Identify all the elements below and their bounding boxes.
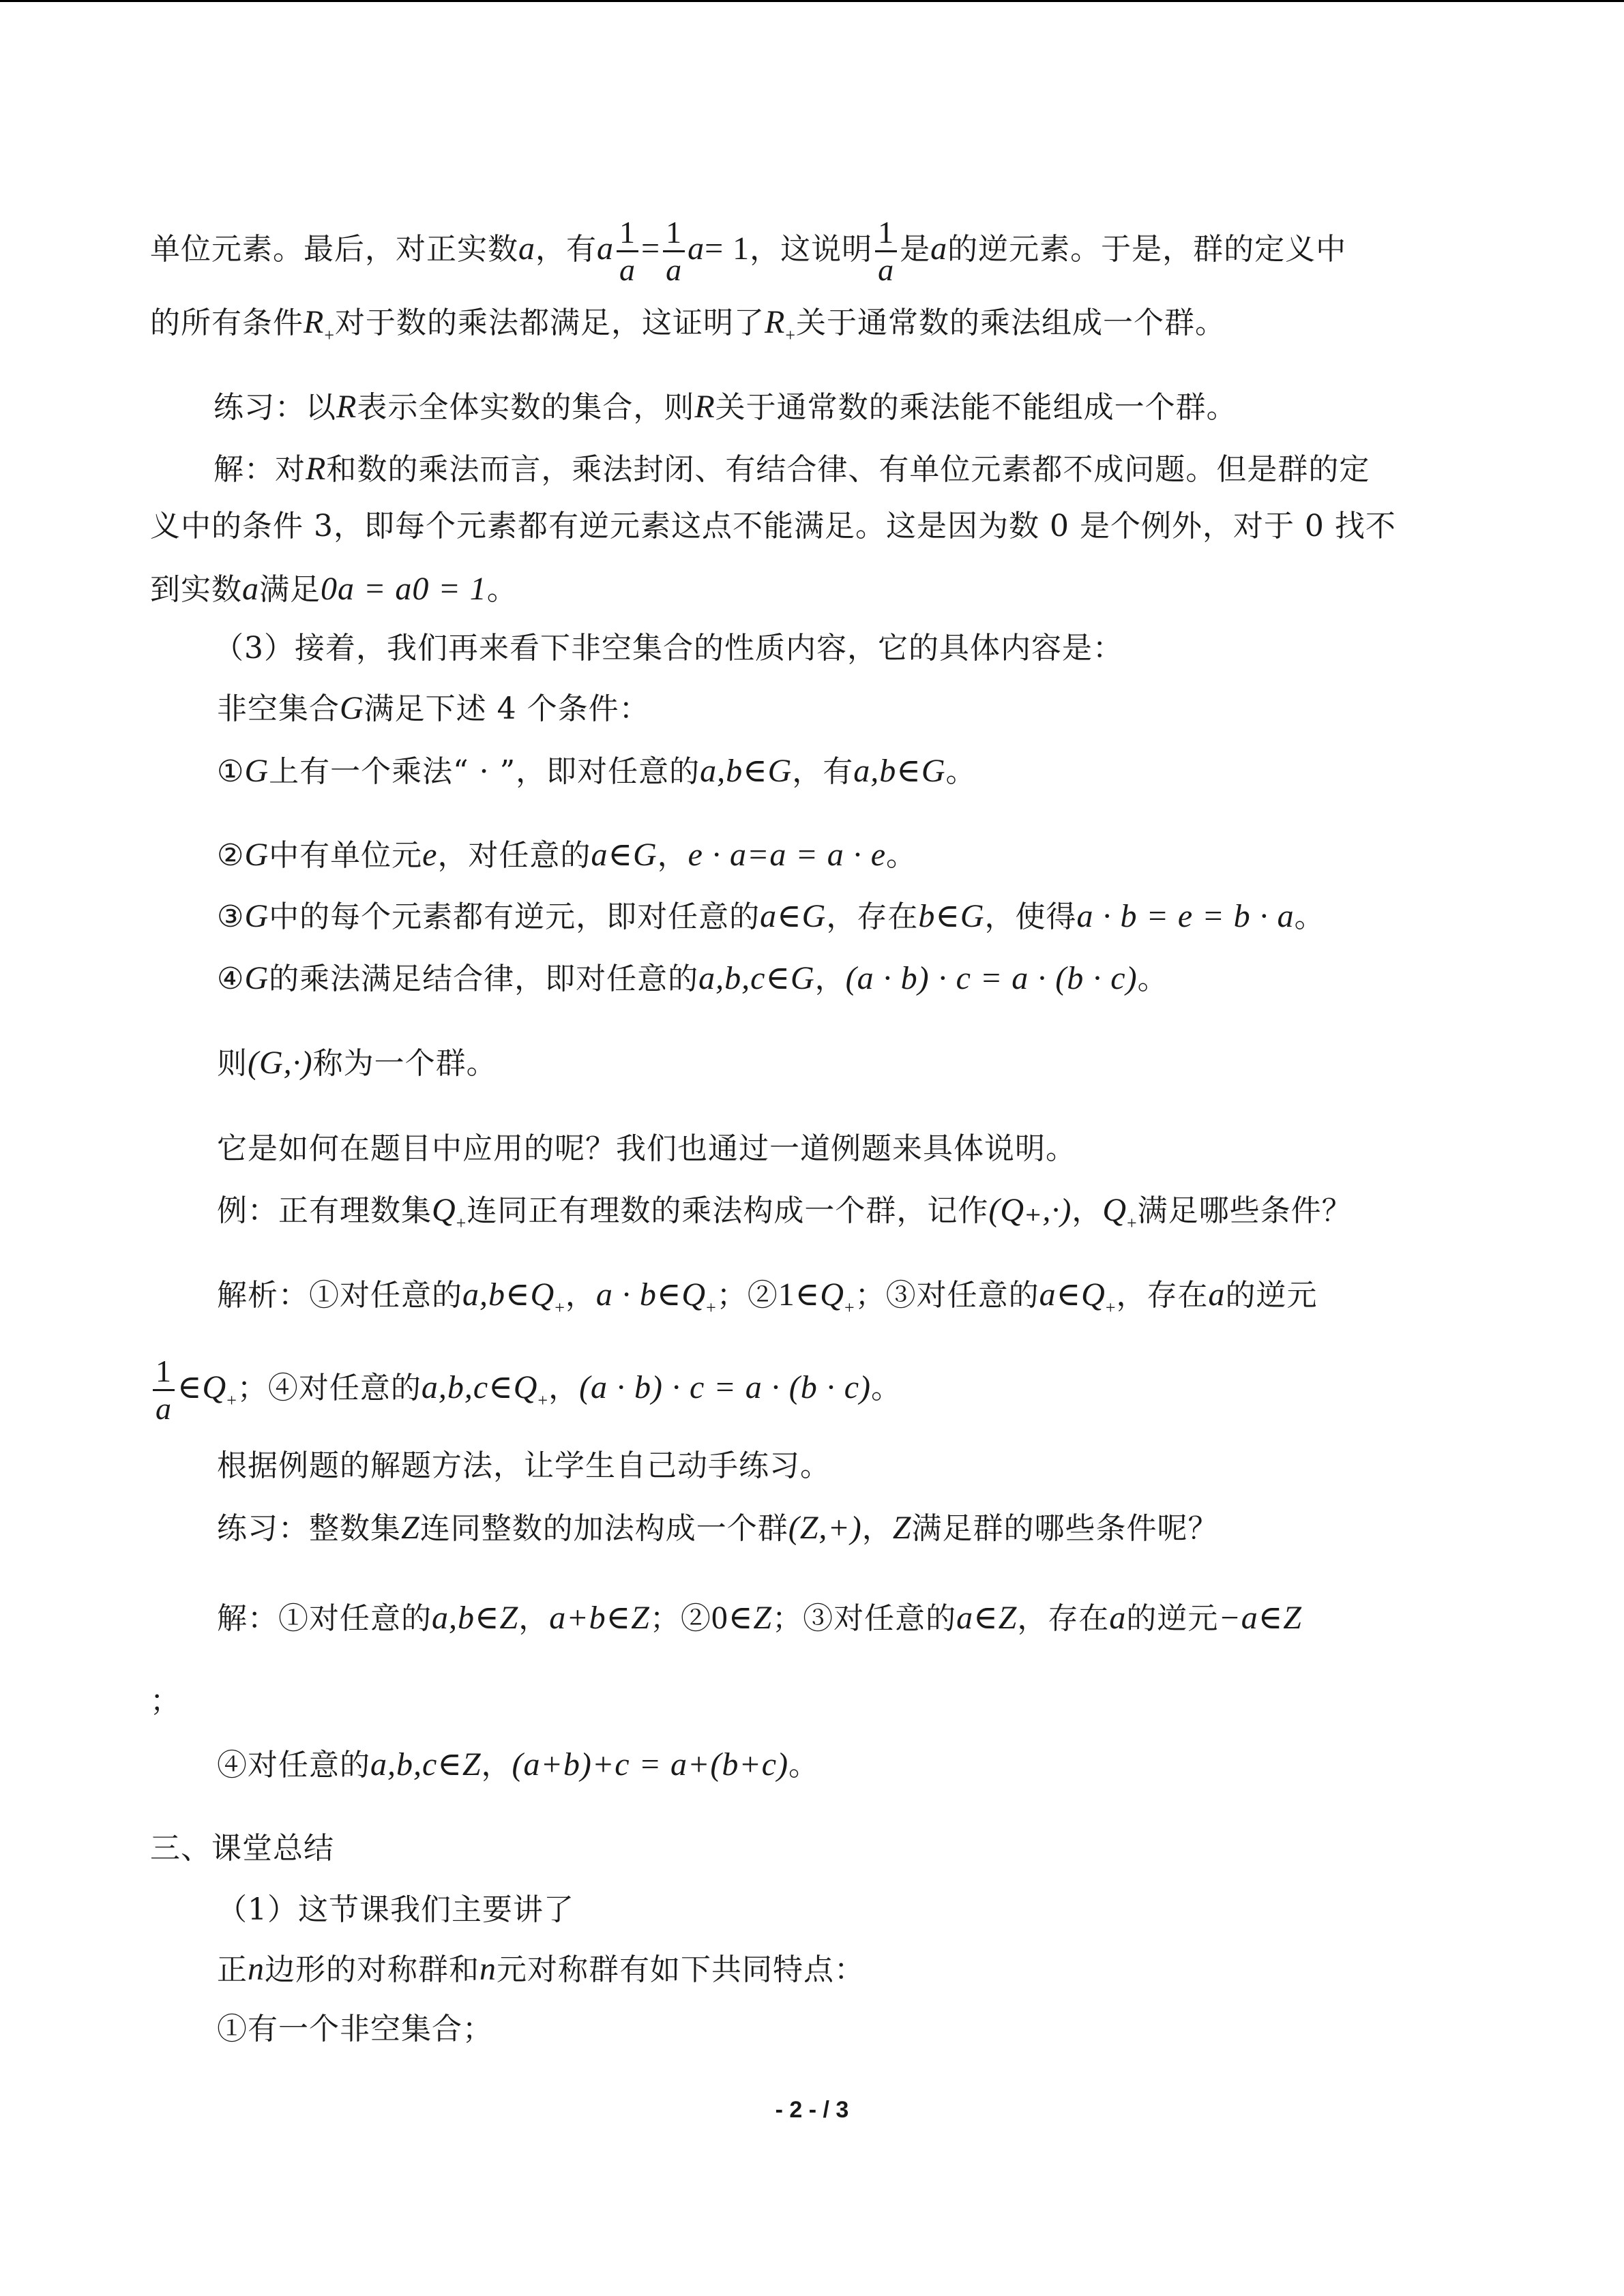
math-op: ∈ (656, 1277, 682, 1313)
text: 。 (788, 1748, 820, 1783)
math-var: a (597, 230, 614, 267)
condition-4 (217, 958, 1168, 1000)
text: 练习：以 (213, 390, 336, 425)
math-var: Q (513, 1369, 538, 1405)
math-op: ∈ (777, 898, 802, 934)
text: 是 (900, 232, 931, 267)
math-var: Q (681, 1277, 707, 1313)
analysis-line-2 (150, 1354, 902, 1427)
math-sub: + (706, 1298, 717, 1317)
text: ，存在 (1017, 1601, 1110, 1636)
paragraph-line-1 (150, 215, 1346, 288)
math-var: G (767, 753, 793, 789)
math-equation: a · b = e = b · a (1076, 898, 1295, 934)
text: 边形的对称群和 (265, 1952, 479, 1987)
text: 表示全体实数的集合，则 (357, 390, 695, 425)
text: 上有一个乘法“ · ”，即对任意的 (269, 754, 700, 789)
text: ； (716, 1278, 748, 1313)
math-equation: a · b (595, 1277, 657, 1313)
condition-1 (217, 751, 976, 792)
math-var: b (918, 898, 936, 934)
text: 和数的乘法而言，乘法封闭、有结合律、有单位元素都不成问题。但是群的定 (326, 452, 1370, 487)
math-var: G (340, 690, 364, 726)
math-equation: (Q₊,·) (988, 1192, 1072, 1228)
text: ③对任意的 (885, 1278, 1039, 1313)
math-var: Q (432, 1192, 456, 1228)
text: 关于通常数的乘法能不能组成一个群。 (715, 390, 1237, 425)
math-var: a (956, 1600, 974, 1636)
math-var: Q (530, 1277, 555, 1313)
math-var: Z (1283, 1600, 1302, 1636)
math-var: G (921, 753, 946, 789)
text: （3）接着，我们再来看下非空集合的性质内容，它的具体内容是： (213, 631, 1123, 666)
text: 单位元素。最后，对正实数 (150, 232, 518, 267)
math-var: a (591, 837, 608, 873)
math-equation: (a · b) · c = a · (b · c) (845, 960, 1138, 996)
text: 三、课堂总结 (150, 1831, 334, 1866)
math-equation: (a+b)+c = a+(b+c) (512, 1746, 789, 1783)
page-number: - 2 - / 3 (775, 2097, 849, 2123)
math-var: a (1039, 1277, 1057, 1313)
text: ， (518, 1601, 550, 1636)
math-var: a (518, 230, 535, 267)
text: 满足下述 4 个条件： (364, 691, 650, 726)
math-var: a (930, 230, 948, 267)
text: ② (747, 1278, 778, 1313)
math-equation: −a (1218, 1600, 1258, 1636)
math-op: ∈ (765, 960, 791, 996)
math-var: a,b (853, 753, 897, 789)
text: ， (481, 1748, 512, 1783)
text: ，存在 (1116, 1278, 1209, 1313)
math-var: G (790, 960, 815, 996)
math-var: a,b (700, 753, 743, 789)
math-equation: 0a = a0 = 1 (321, 571, 487, 607)
solution-1-line-3 (150, 569, 518, 610)
math-sub: + (785, 325, 796, 345)
math-op: ∈ (608, 837, 633, 873)
text: ； (237, 1371, 268, 1405)
math-var: n (479, 1951, 497, 1987)
text: 的逆元 (1225, 1278, 1318, 1313)
math-var: a (242, 571, 259, 607)
math-var: a (1208, 1277, 1226, 1313)
math-var: Z (462, 1746, 482, 1783)
text: 的逆元 (1126, 1601, 1219, 1636)
text: ； (150, 1684, 181, 1718)
math-op: = (641, 230, 661, 267)
text: ， (548, 1371, 580, 1405)
text: ，使得 (984, 899, 1077, 934)
math-var: a,b,c (421, 1369, 489, 1405)
fraction-one-over-a: $\frac{1}{a}$ (617, 215, 638, 288)
math-var: e (422, 837, 438, 873)
math-sub: + (1105, 1298, 1117, 1317)
text: ； (649, 1601, 681, 1636)
text: ① (217, 754, 245, 789)
paragraph-line-2 (150, 302, 1226, 356)
math-op: ∈ (896, 753, 921, 789)
text: 对于数的乘法都满足，这证明了 (335, 305, 765, 340)
math-sub: + (324, 325, 335, 345)
section-heading-summary (150, 1828, 334, 1869)
math-var: a (760, 898, 778, 934)
text: 满足 (259, 572, 321, 607)
text: ， (657, 838, 688, 873)
fraction-one-over-a: $\frac{1}{a}$ (875, 215, 897, 288)
math-var: n (248, 1951, 265, 1987)
text: 它是如何在题目中应用的呢？我们也通过一道例题来具体说明。 (217, 1131, 1076, 1166)
math-var: Q (1081, 1277, 1106, 1313)
fraction-one-over-a: $\frac{1}{a}$ (663, 215, 685, 288)
math-var: G (632, 837, 658, 873)
math-var: Z (753, 1600, 773, 1636)
math-var: a,b,c (698, 960, 766, 996)
math-var: 1 (778, 1277, 795, 1313)
math-var: R (306, 451, 327, 487)
math-op: ∈ (505, 1277, 531, 1313)
text: 连同整数的加法构成一个群 (419, 1511, 788, 1546)
text: ③ (217, 899, 245, 934)
math-var: R (765, 304, 786, 340)
math-var: G (801, 898, 827, 934)
math-op: ∈ (177, 1369, 203, 1405)
text: 根据例题的解题方法，让学生自己动手练习。 (217, 1448, 831, 1483)
text: 满足群的哪些条件呢？ (911, 1511, 1219, 1546)
condition-3 (217, 896, 1325, 938)
text: 。 (945, 754, 977, 789)
text: ， (1072, 1193, 1103, 1228)
text: 练习：整数集 (217, 1511, 401, 1546)
summary-line-1 (217, 1890, 574, 1930)
text: 义中的条件 3，即每个元素都有逆元素这点不能满足。这是因为数 0 是个例外，对于 0 找不 (150, 509, 1396, 543)
text: ，这说明 (750, 232, 873, 267)
practice-note (217, 1446, 831, 1487)
math-var: R (336, 389, 357, 425)
math-var: a,b,c (370, 1746, 438, 1783)
text: 满足哪些条件？ (1137, 1193, 1353, 1228)
math-sub: + (1126, 1213, 1138, 1233)
math-var: G (244, 898, 269, 934)
text: ，存在 (826, 899, 919, 934)
solution-2-semicolon (150, 1681, 181, 1722)
math-equation: e · a=a = a · e (688, 837, 887, 873)
math-sub: + (844, 1298, 855, 1317)
math-sub: + (226, 1390, 237, 1410)
math-op: ∈ (973, 1600, 999, 1636)
text: 的所有条件 (150, 305, 304, 340)
math-var: a (1109, 1600, 1127, 1636)
text: 中有单位元 (269, 838, 423, 873)
text: ② (680, 1601, 711, 1636)
top-border (0, 0, 1624, 2)
text: 。 (871, 1371, 902, 1405)
text: 。 (486, 572, 518, 607)
text: 关于通常数的乘法组成一个群。 (796, 305, 1226, 340)
math-var: Q (202, 1369, 227, 1405)
math-var: a,b (462, 1277, 505, 1313)
math-var: Z (401, 1510, 420, 1546)
text: ，有 (792, 754, 854, 789)
math-sub: + (537, 1390, 549, 1410)
condition-2 (217, 835, 917, 876)
math-equation: a+b (549, 1600, 606, 1636)
math-op: ∈ (1258, 1600, 1284, 1636)
text: ，有 (535, 232, 597, 267)
text: 的乘法满足结合律，即对任意的 (269, 961, 699, 996)
text: 的逆元素。于是，群的定义中 (947, 232, 1347, 267)
text: ④对任意的 (267, 1371, 422, 1405)
text: 非空集合 (217, 691, 340, 726)
solution-1-line-1 (213, 449, 1370, 490)
text: ④ (217, 961, 245, 996)
math-op: = 1 (705, 230, 750, 267)
conditions-intro (217, 688, 650, 730)
math-var: Q (1102, 1192, 1127, 1228)
math-var: a,b (432, 1600, 475, 1636)
analysis-line-1 (217, 1274, 1318, 1328)
text: 中的每个元素都有逆元，即对任意的 (269, 899, 761, 934)
math-op: ∈ (743, 753, 768, 789)
math-var: Z (499, 1600, 519, 1636)
exercise-2 (217, 1508, 1218, 1549)
math-op: ∈ (475, 1600, 500, 1636)
text: 则 (217, 1046, 248, 1081)
math-var: G (960, 898, 985, 934)
math-op: ∈ (606, 1600, 632, 1636)
math-op: ∈ (935, 898, 960, 934)
text: ④对任意的 (217, 1748, 370, 1783)
math-var: a (688, 230, 705, 267)
text: （1）这节课我们主要讲了 (217, 1892, 574, 1927)
text: 元对称群有如下共同特点： (497, 1952, 865, 1987)
text: ③对任意的 (803, 1601, 957, 1636)
text: 称为一个群。 (312, 1046, 497, 1081)
math-op: ∈ (795, 1277, 821, 1313)
text: 到实数 (150, 572, 242, 607)
math-var: Z (998, 1600, 1018, 1636)
math-var: Z (631, 1600, 650, 1636)
text: 正 (217, 1952, 248, 1987)
text: ①有一个非空集合； (217, 2012, 493, 2046)
text: ② (217, 838, 245, 873)
math-equation: (G,·) (248, 1045, 313, 1081)
text: ，对任意的 (437, 838, 591, 873)
solution-2-line-2 (217, 1744, 819, 1786)
math-op: ∈ (488, 1369, 514, 1405)
application-intro (217, 1129, 1076, 1169)
math-var: G (244, 960, 269, 996)
text: 解：对 (213, 452, 306, 487)
solution-2-line-1 (217, 1598, 1302, 1639)
text: ， (814, 961, 846, 996)
text: 连同正有理数的乘法构成一个群，记作 (467, 1193, 989, 1228)
fraction-one-over-a: $\frac{1}{a}$ (153, 1354, 175, 1427)
math-equation: (a · b) · c = a · (b · c) (579, 1369, 871, 1405)
text: ； (855, 1278, 886, 1313)
group-definition (217, 1043, 497, 1084)
math-sub: + (555, 1298, 565, 1317)
summary-line-2 (217, 1949, 865, 1991)
solution-1-line-2 (150, 506, 1396, 547)
text: 。 (1294, 899, 1325, 934)
section-3-intro (213, 628, 1123, 669)
math-equation: (Z,+) (788, 1510, 862, 1546)
text: 解析：①对任意的 (217, 1278, 462, 1313)
math-var: G (244, 837, 269, 873)
example (217, 1190, 1353, 1244)
math-sub: + (456, 1213, 467, 1233)
math-var: 0 (711, 1600, 728, 1636)
math-op: ∈ (728, 1600, 754, 1636)
exercise-1 (213, 387, 1237, 428)
summary-line-3 (217, 2009, 493, 2050)
math-var: Z (892, 1510, 912, 1546)
math-var: Q (820, 1277, 844, 1313)
text: 。 (1137, 961, 1168, 996)
text: 例：正有理数集 (217, 1193, 432, 1228)
text: 。 (886, 838, 917, 873)
math-var: R (304, 304, 325, 340)
text: ； (772, 1601, 803, 1636)
math-var: G (244, 753, 269, 789)
text: ， (861, 1511, 893, 1546)
text: 解：①对任意的 (217, 1601, 432, 1636)
math-op: ∈ (437, 1746, 462, 1783)
math-var: R (694, 389, 715, 425)
text: ， (565, 1278, 596, 1313)
math-op: ∈ (1056, 1277, 1082, 1313)
